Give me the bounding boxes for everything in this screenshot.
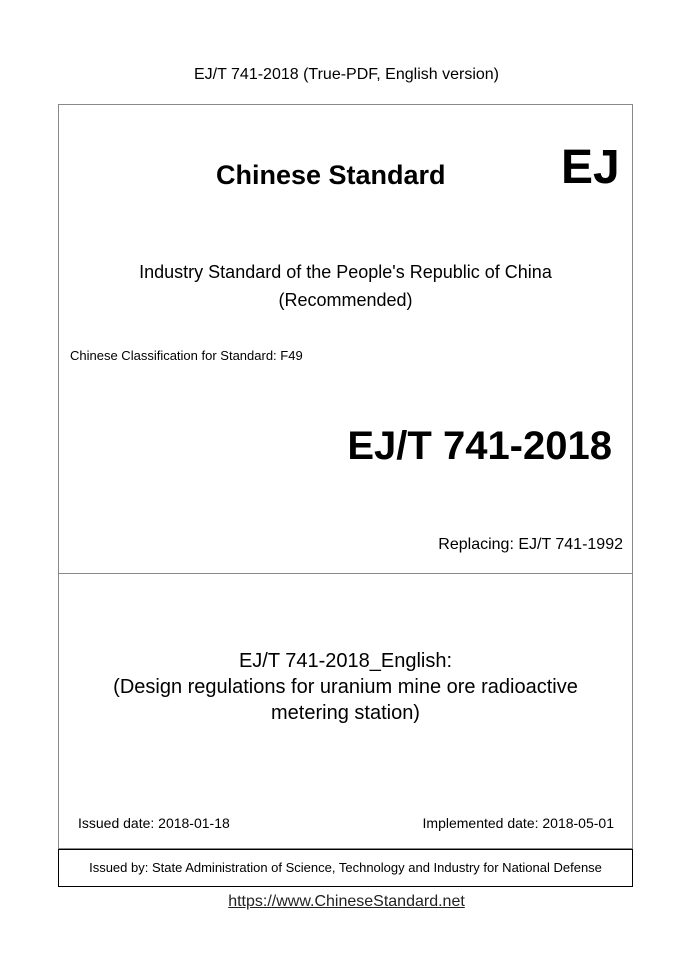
document-header: EJ/T 741-2018 (True-PDF, English version) (193, 66, 499, 83)
document-title (58, 648, 633, 726)
chinese-standard-heading: Chinese Standard (216, 160, 446, 190)
implemented-date: Implemented date: 2018-05-01 (422, 815, 614, 831)
title-line-1: EJ/T 741-2018_English: (238, 650, 453, 672)
title-line-3: metering station) (271, 702, 420, 724)
replacing-label: Replacing: EJ/T 741-1992 (438, 536, 623, 553)
title-line-2: (Design regulations for uranium mine ore radioactive (113, 676, 578, 698)
classification-label: Chinese Classification for Standard: F49 (70, 348, 303, 363)
standard-number: EJ/T 741-2018 (347, 424, 612, 468)
industry-line-2: (Recommended) (278, 290, 413, 310)
issued-date: Issued date: 2018-01-18 (78, 815, 230, 831)
industry-line-1: Industry Standard of the People's Republic of China (139, 262, 552, 282)
website-link[interactable]: https://www.ChineseStandard.net (228, 893, 465, 910)
industry-standard-label (58, 258, 633, 314)
ej-mark: EJ (561, 141, 620, 194)
issued-by: Issued by: State Administration of Science, Technology and Industry for National Defense (89, 860, 602, 875)
